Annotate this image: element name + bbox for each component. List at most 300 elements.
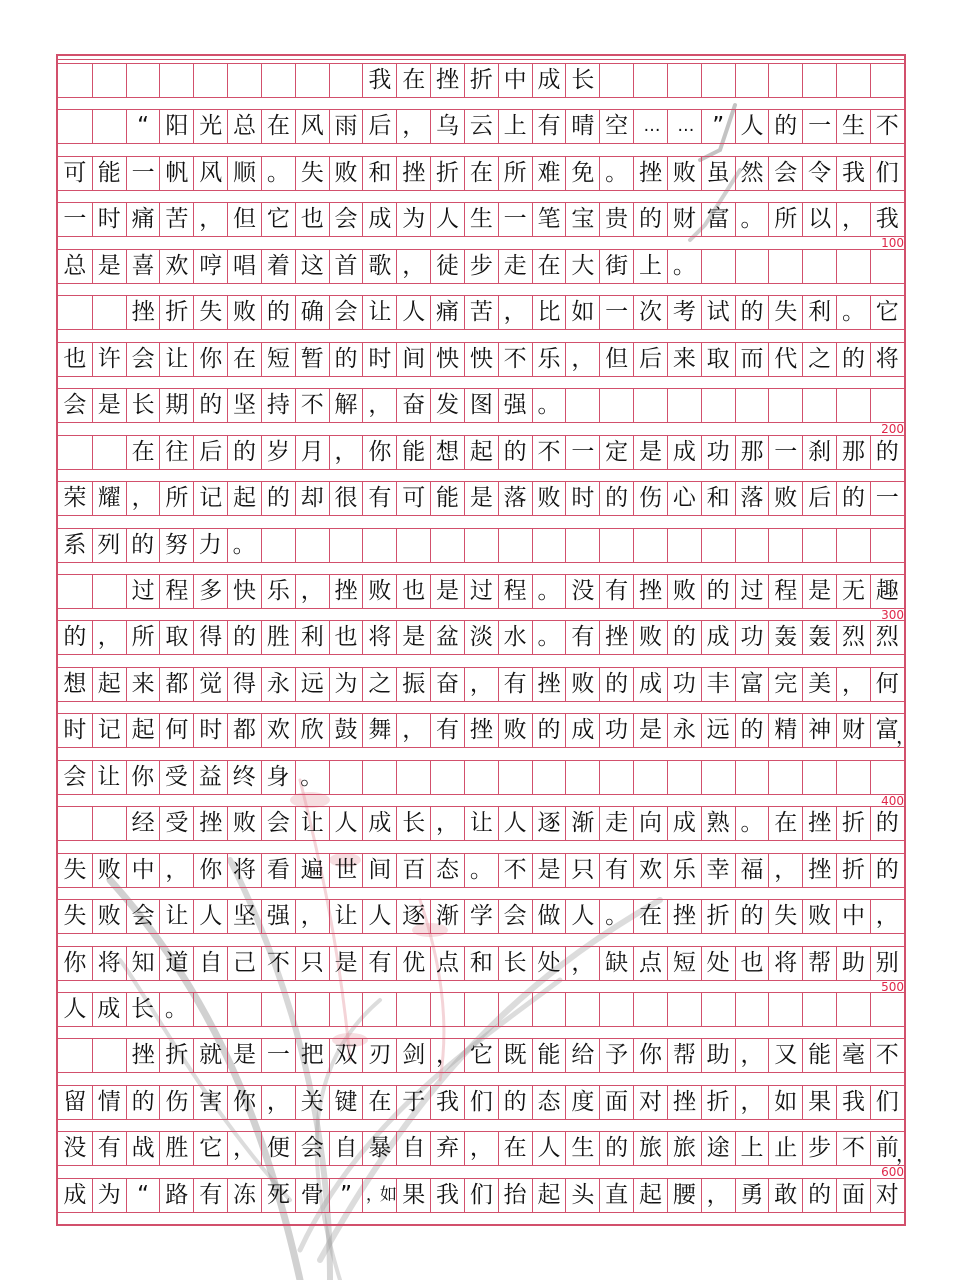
grid-cell: ， [768,854,802,887]
grid-cell: 暴 [362,1132,396,1165]
grid-cell: 有 [193,1179,227,1212]
grid-cell: 轰 [802,621,836,654]
grid-cell: 欣 [295,714,329,747]
grid-cell: “ [126,110,160,143]
grid-cell: 战 [126,1132,160,1165]
text-row [58,528,904,563]
grid-cell: 荣 [63,485,87,512]
grid-cell: 有 [92,1132,126,1165]
grid-cell: 不 [498,343,532,376]
grid-cell: 生 [565,1132,599,1165]
grid-cell: 何 [159,714,193,747]
grid-cell: 大 [565,250,599,283]
grid-cell: 定 [599,436,633,469]
grid-cell: 的 [701,575,735,608]
grid-cell: 的 [261,482,295,515]
grid-cell [735,64,769,97]
grid-cell: 胜 [159,1132,193,1165]
grid-cell: 不 [261,947,295,980]
grid-cell: 成 [565,714,599,747]
grid-cell: 过 [735,575,769,608]
grid-cell: 世 [329,854,363,887]
grid-cell: 优 [396,947,430,980]
grid-cell: 喜 [126,250,160,283]
grid-cell: ， [126,482,160,515]
grid-cell: ， [362,389,396,422]
grid-cell: 走 [599,807,633,840]
grid-cell: 自 [193,947,227,980]
grid-cell: 会 [126,900,160,933]
grid-cell [565,529,599,562]
grid-cell: 长 [498,947,532,980]
grid-cell: 风 [295,110,329,143]
grid-cell: 富 [870,714,904,747]
grid-cell: 刃 [362,1039,396,1072]
grid-cell [58,64,92,97]
grid-cell [768,64,802,97]
grid-cell: 永 [667,714,701,747]
grid-cell [58,110,92,143]
grid-cell [261,64,295,97]
grid-cell: 受 [159,807,193,840]
grid-cell: 无 [836,575,870,608]
grid-cell [735,993,769,1026]
grid-cell: 次 [633,296,667,329]
grid-cell: 伤 [633,482,667,515]
grid-cell [768,250,802,283]
grid-cell [701,761,735,794]
grid-cell: 幸 [701,854,735,887]
grid-cell: 挫 [802,807,836,840]
text-row [58,1085,904,1120]
grid-cell: ， [430,807,464,840]
grid-cell: 们 [870,157,904,190]
grid-cell: 取 [701,343,735,376]
grid-cell: 是 [464,482,498,515]
grid-cell: ， [565,947,599,980]
grid-cell: 代 [768,343,802,376]
grid-cell: 度 [565,1086,599,1119]
grid-cell: 折 [159,1039,193,1072]
grid-cell: 之 [802,343,836,376]
grid-cell: 首 [329,250,363,283]
grid-cell: 觉 [193,668,227,701]
grid-cell: 。 [667,250,701,283]
grid-cell: 也 [295,203,329,236]
grid-cell: 就 [193,1039,227,1072]
grid-cell [870,993,904,1026]
grid-cell [667,389,701,422]
word-count-marker: 200 [881,422,904,437]
grid-cell: ， [396,714,430,747]
grid-cell: 折 [701,900,735,933]
grid-cell: 路 [159,1179,193,1212]
grid-cell: 很 [329,482,363,515]
grid-cell: 只 [565,854,599,887]
grid-cell: 程 [159,575,193,608]
grid-cell [735,389,769,422]
grid-cell: … [667,110,701,143]
grid-cell: 助 [836,947,870,980]
grid-cell: ， [464,668,498,701]
grid-cell [667,761,701,794]
grid-cell [532,529,566,562]
grid-cell: ” [701,110,735,143]
grid-cell [802,250,836,283]
grid-cell: 欢 [159,250,193,283]
grid-cell: 起 [464,436,498,469]
grid-cell: 起 [633,1179,667,1212]
grid-cell [768,993,802,1026]
grid-cell: 做 [532,900,566,933]
grid-cell [633,389,667,422]
grid-cell: 我 [870,203,904,236]
grid-cell: 也 [396,575,430,608]
grid-cell [362,529,396,562]
grid-cell: 上 [735,1132,769,1165]
grid-cell: 心 [667,482,701,515]
grid-cell: 予 [599,1039,633,1072]
grid-cell: 让 [329,900,363,933]
grid-cell: ， [295,900,329,933]
grid-cell: 败 [667,157,701,190]
text-row [58,574,904,609]
grid-cell: 一 [802,110,836,143]
grid-cell [329,993,363,1026]
grid-cell: 盆 [430,621,464,654]
grid-cell: 难 [532,157,566,190]
grid-cell: 有 [565,621,599,654]
grid-cell: 远 [701,714,735,747]
grid-cell: 失 [193,296,227,329]
grid-cell: 的 [633,203,667,236]
grid-cell: 前 [870,1132,904,1165]
grid-cell: ， [870,900,904,933]
grid-cell: 有 [599,575,633,608]
grid-cell [802,529,836,562]
text-row [58,992,904,1027]
grid-cell: 挫 [532,668,566,701]
grid-cell: 点 [430,947,464,980]
grid-cell: 的 [599,668,633,701]
grid-cell: 为 [329,668,363,701]
grid-cell: ， [92,621,126,654]
grid-cell: 没 [63,1135,87,1162]
grid-cell: 自 [396,1132,430,1165]
grid-cell: 是 [802,575,836,608]
grid-cell: 会 [126,343,160,376]
grid-cell: 上 [633,250,667,283]
text-row [58,620,904,655]
grid-cell: 福 [735,854,769,887]
grid-cell: 后 [633,343,667,376]
text-row [58,1038,904,1073]
grid-cell [836,64,870,97]
grid-cell: ” [329,1179,363,1212]
grid-cell: 时 [362,343,396,376]
grid-cell: 挫 [667,1086,701,1119]
grid-cell [633,993,667,1026]
grid-cell: 于 [396,1086,430,1119]
grid-cell [362,761,396,794]
grid-cell: 在 [227,343,261,376]
grid-cell: 的 [768,110,802,143]
grid-cell: 途 [701,1132,735,1165]
grid-cell: 冻 [227,1179,261,1212]
grid-cell: 的 [599,1132,633,1165]
grid-cell: 胜 [261,621,295,654]
grid-cell [836,250,870,283]
grid-cell: 是 [396,621,430,654]
grid-cell: 人 [193,900,227,933]
grid-cell: 一 [565,436,599,469]
grid-cell: 暂 [295,343,329,376]
grid-cell: “ [126,1179,160,1212]
title-char: 长 [565,64,599,97]
grid-cell: … [633,110,667,143]
grid-cell: 处 [701,947,735,980]
grid-cell [58,575,92,608]
grid-cell: 人 [532,1132,566,1165]
grid-cell: 在 [126,436,160,469]
grid-cell [362,993,396,1026]
grid-cell: 你 [63,949,87,976]
grid-cell: 在 [464,157,498,190]
grid-cell: 记 [92,714,126,747]
grid-cell: 挫 [193,807,227,840]
grid-cell: 后 [193,436,227,469]
grid-cell: 苦 [464,296,498,329]
grid-cell: 不 [295,389,329,422]
grid-cell: 果 [396,1179,430,1212]
text-row [58,760,904,795]
grid-cell [836,389,870,422]
grid-cell: 能 [802,1039,836,1072]
grid-cell: 也 [735,947,769,980]
grid-cell: 失 [768,900,802,933]
grid-cell: 抬 [498,1179,532,1212]
grid-cell [92,64,126,97]
grid-cell [396,761,430,794]
grid-cell: 而 [735,343,769,376]
grid-cell: 逐 [396,900,430,933]
grid-cell: 人 [362,900,396,933]
grid-cell [802,64,836,97]
title-char: 中 [498,64,532,97]
grid-cell: 逐 [532,807,566,840]
grid-cell: 生 [464,203,498,236]
grid-cell: ， [735,1086,769,1119]
grid-cell: 挫 [599,621,633,654]
grid-cell: 。 [599,900,633,933]
grid-cell: 虽 [701,157,735,190]
grid-cell: 水 [498,621,532,654]
grid-cell: 上 [498,110,532,143]
grid-cell: 这 [295,250,329,283]
grid-cell: 和 [464,947,498,980]
grid-cell: 的 [227,436,261,469]
grid-cell: 挫 [802,854,836,887]
grid-cell: 和 [362,157,396,190]
grid-cell: 面 [599,1086,633,1119]
grid-cell: 百 [396,854,430,887]
grid-cell [735,529,769,562]
grid-cell: 向 [633,807,667,840]
grid-cell: 失 [63,903,87,930]
grid-cell [870,64,904,97]
grid-cell [768,761,802,794]
grid-cell [802,389,836,422]
grid-cell: 风 [193,157,227,190]
grid-cell: 熟 [701,807,735,840]
grid-cell: 如 [565,296,599,329]
grid-cell: 笔 [532,203,566,236]
grid-cell: 态 [430,854,464,887]
grid-cell [430,993,464,1026]
grid-cell: 关 [295,1086,329,1119]
grid-cell: 在 [362,1086,396,1119]
grid-cell: 欢 [633,854,667,887]
grid-cell: 坚 [227,900,261,933]
grid-cell: 后 [362,110,396,143]
grid-cell: 空 [599,110,633,143]
grid-cell: 乐 [667,854,701,887]
grid-cell: 止 [768,1132,802,1165]
grid-cell: 总 [227,110,261,143]
grid-cell: 晴 [565,110,599,143]
grid-cell: ，如 [362,1179,396,1212]
grid-cell: 阳 [159,110,193,143]
grid-cell [599,529,633,562]
grid-cell [126,64,160,97]
grid-cell: 折 [836,854,870,887]
grid-cell: 让 [362,296,396,329]
grid-cell: 直 [599,1179,633,1212]
title-char: 成 [532,64,566,97]
grid-cell: 我 [430,1086,464,1119]
grid-cell: 旅 [667,1132,701,1165]
grid-cell: 那 [836,436,870,469]
grid-cell: 利 [802,296,836,329]
grid-cell [870,250,904,283]
grid-cell: 会 [329,203,363,236]
grid-cell: 令 [802,157,836,190]
grid-cell: 成 [701,621,735,654]
grid-cell: 是 [227,1039,261,1072]
grid-cell: 它 [870,296,904,329]
grid-cell: 是 [633,436,667,469]
paragraph-line: 人成长。 [63,996,199,1022]
grid-cell: 挫 [126,296,160,329]
grid-cell: 的 [802,1179,836,1212]
grid-cell: ， [329,436,363,469]
grid-cell: 它 [193,1132,227,1165]
grid-cell: 败 [92,900,126,933]
grid-cell: 你 [633,1039,667,1072]
grid-cell: 奋 [396,389,430,422]
grid-cell: 云 [464,110,498,143]
title-char: 我 [362,64,396,97]
grid-cell: 长 [396,807,430,840]
grid-cell: 旅 [633,1132,667,1165]
grid-cell: 取 [159,621,193,654]
grid-cell: 富 [735,668,769,701]
grid-cell: 间 [396,343,430,376]
grid-cell: 可 [63,159,87,186]
grid-cell [599,64,633,97]
grid-cell: 不 [870,110,904,143]
grid-cell: 何 [870,668,904,701]
grid-cell: 既 [498,1039,532,1072]
grid-cell: 哼 [193,250,227,283]
grid-cell: 着 [261,250,295,283]
grid-cell: 财 [667,203,701,236]
grid-cell: 怏 [430,343,464,376]
grid-cell [633,761,667,794]
grid-cell: 趣 [870,575,904,608]
grid-cell [802,993,836,1026]
grid-cell: 期 [159,389,193,422]
grid-cell: 是 [430,575,464,608]
grid-cell [532,993,566,1026]
grid-cell: 害 [193,1086,227,1119]
grid-cell: 功 [667,668,701,701]
grid-cell: 舞 [362,714,396,747]
grid-cell: 。 [735,807,769,840]
grid-cell: 成 [362,203,396,236]
grid-cell: 程 [768,575,802,608]
grid-cell [261,993,295,1026]
grid-cell: 败 [633,621,667,654]
grid-cell: 试 [701,296,735,329]
grid-cell: 们 [464,1086,498,1119]
grid-cell: 比 [532,296,566,329]
grid-cell: 折 [430,157,464,190]
grid-cell: 在 [532,250,566,283]
grid-cell: 的 [836,482,870,515]
grid-cell: 有 [430,714,464,747]
grid-cell: 面 [836,1179,870,1212]
grid-cell: 你 [227,1086,261,1119]
grid-cell: 精 [768,714,802,747]
grid-cell: 键 [329,1086,363,1119]
grid-cell: ， [498,296,532,329]
grid-cell: 淡 [464,621,498,654]
grid-cell: 它 [464,1039,498,1072]
text-row [58,435,904,470]
grid-cell: 帮 [667,1039,701,1072]
grid-cell: 乐 [532,343,566,376]
grid-cell: 刹 [802,436,836,469]
grid-cell: 有 [532,110,566,143]
grid-cell: 能 [396,436,430,469]
text-row [58,899,904,934]
grid-cell: 乐 [261,575,295,608]
grid-cell: 中 [836,900,870,933]
text-row [58,1178,904,1213]
grid-cell [633,529,667,562]
grid-cell: 的 [498,1086,532,1119]
grid-cell: 落 [498,482,532,515]
grid-cell: 神 [802,714,836,747]
grid-cell [735,250,769,283]
grid-cell: 人 [735,110,769,143]
grid-cell [565,389,599,422]
grid-cell: 败 [802,900,836,933]
grid-cell: 持 [261,389,295,422]
grid-cell: 败 [667,575,701,608]
grid-cell: 一 [768,436,802,469]
